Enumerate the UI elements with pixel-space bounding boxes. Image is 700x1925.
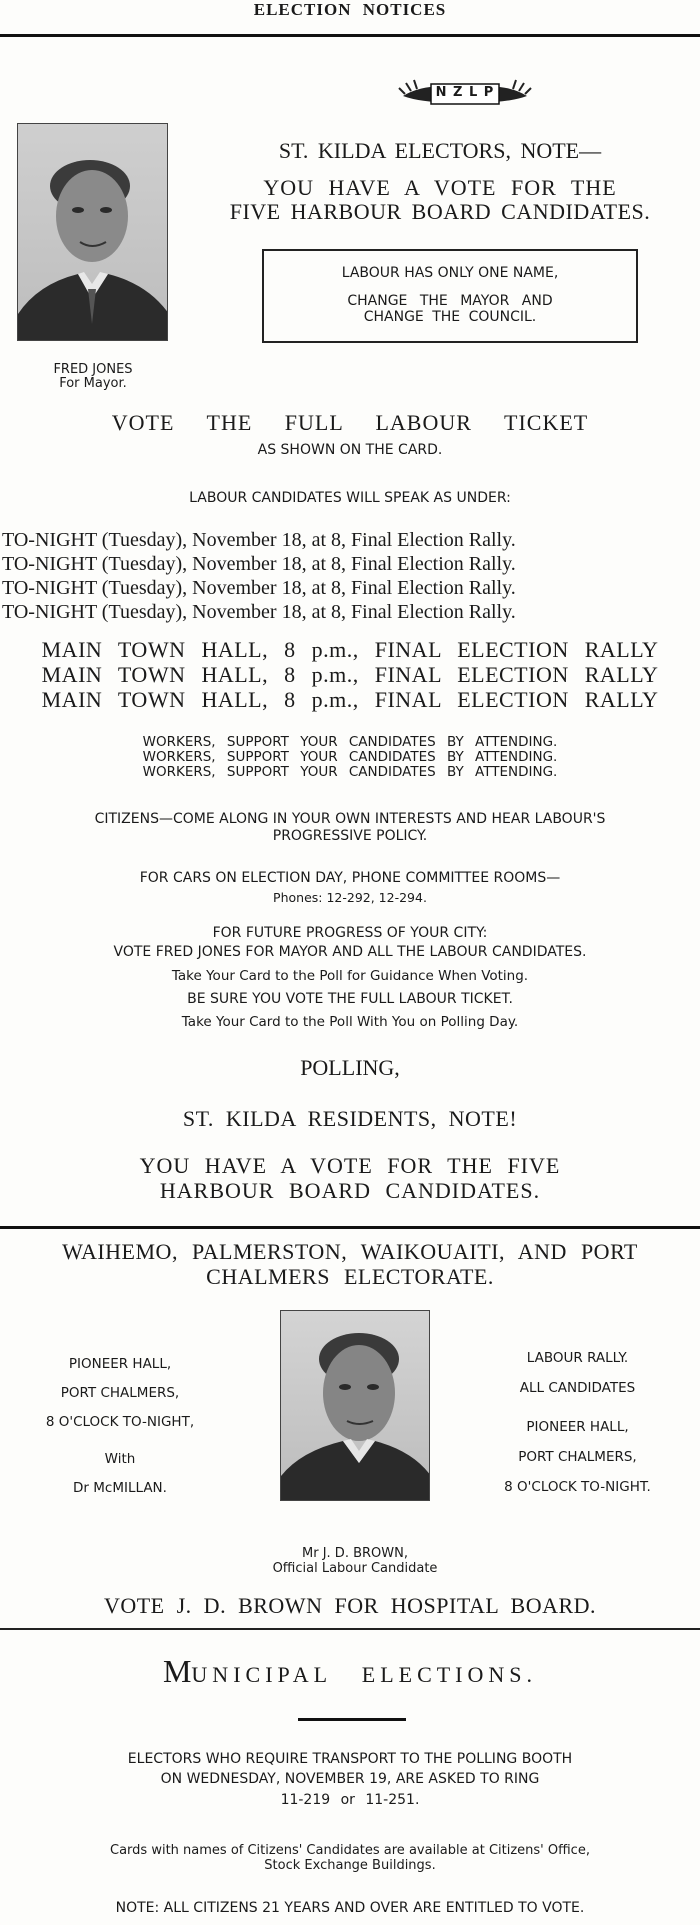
tonight-line: TO-NIGHT (Tuesday), November 18, at 8, Final Election Rally. — [2, 553, 516, 575]
right-rally-info — [465, 1343, 690, 1502]
section-rule — [0, 1226, 700, 1229]
title-rest: UNICIPAL ELECTIONS. — [191, 1662, 538, 1687]
five-candidates-line-2: HARBOUR BOARD CANDIDATES. — [159, 1178, 541, 1203]
workers-line: WORKERS, SUPPORT YOUR CANDIDATES BY ATTENDING. — [142, 764, 558, 780]
phones-line: Phones: 12-292, 12-294. — [273, 890, 427, 905]
citizens-line-1: CITIZENS—COME ALONG IN YOUR OWN INTERESTS AND HEAR LABOUR'S — [94, 811, 606, 827]
municipal-title — [0, 1653, 700, 1690]
as-shown-on-card: AS SHOWN ON THE CARD. — [257, 442, 443, 458]
portrait-icon — [281, 1311, 430, 1501]
jd-brown-portrait — [280, 1310, 430, 1501]
jd-brown-name: Mr J. D. BROWN, — [302, 1546, 408, 1561]
five-candidates-line-1: YOU HAVE A VOTE FOR THE FIVE — [139, 1153, 561, 1178]
nzlp-logo — [395, 74, 535, 112]
right-rally-line: ALL CANDIDATES — [519, 1380, 636, 1396]
town-hall-block — [0, 637, 700, 712]
take-card-guidance: Take Your Card to the Poll for Guidance When Voting. — [171, 968, 529, 984]
title-initial: M — [162, 1653, 192, 1689]
tonight-block — [0, 528, 700, 624]
have-vote-line-2: FIVE HARBOUR BOARD CANDIDATES. — [229, 199, 651, 224]
citizens-entitled-note: NOTE: ALL CITIZENS 21 YEARS AND OVER ARE ENTITLED TO VOTE. — [115, 1900, 585, 1916]
title-underline — [298, 1718, 406, 1721]
town-hall-line: MAIN TOWN HALL, 8 p.m., FINAL ELECTION RALLY — [41, 687, 659, 712]
logo-text: N Z L P — [435, 85, 495, 100]
workers-block — [0, 735, 700, 780]
header-rule — [0, 34, 700, 37]
speak-as-under: LABOUR CANDIDATES WILL SPEAK AS UNDER: — [189, 490, 511, 506]
right-rally-line: LABOUR RALLY. — [526, 1350, 629, 1366]
future-progress: FOR FUTURE PROGRESS OF YOUR CITY: — [212, 925, 488, 941]
st-kilda-residents: ST. KILDA RESIDENTS, NOTE! — [182, 1106, 518, 1131]
fred-jones-name: FRED JONES — [53, 362, 133, 377]
page-title: ELECTION NOTICES — [253, 0, 447, 19]
workers-line: WORKERS, SUPPORT YOUR CANDIDATES BY ATTENDING. — [142, 749, 558, 765]
cars-line: FOR CARS ON ELECTION DAY, PHONE COMMITTEE ROOMS— — [139, 870, 561, 886]
left-rally-line: PORT CHALMERS, — [60, 1385, 180, 1401]
left-rally-line: PIONEER HALL, — [68, 1356, 172, 1372]
right-rally-line: PORT CHALMERS, — [518, 1449, 637, 1465]
left-rally-line: Dr McMILLAN. — [73, 1480, 167, 1496]
town-hall-line: MAIN TOWN HALL, 8 p.m., FINAL ELECTION RALLY — [41, 637, 659, 662]
jd-brown-role: Official Labour Candidate — [272, 1561, 438, 1576]
tonight-line: TO-NIGHT (Tuesday), November 18, at 8, Final Election Rally. — [2, 601, 516, 623]
cards-line-1: Cards with names of Citizens' Candidates are available at Citizens' Office, — [110, 1843, 590, 1858]
electorate-line-2: CHALMERS ELECTORATE. — [206, 1264, 494, 1289]
town-hall-line: MAIN TOWN HALL, 8 p.m., FINAL ELECTION RALLY — [41, 662, 659, 687]
left-rally-info — [15, 1350, 225, 1503]
have-vote-line-1: YOU HAVE A VOTE FOR THE — [263, 175, 617, 200]
workers-line: WORKERS, SUPPORT YOUR CANDIDATES BY ATTENDING. — [142, 734, 558, 750]
citizens-line-2: PROGRESSIVE POLICY. — [272, 828, 428, 844]
take-card-polling-day: Take Your Card to the Poll With You on Polling Day. — [181, 1014, 519, 1030]
tonight-line: TO-NIGHT (Tuesday), November 18, at 8, Final Election Rally. — [2, 577, 516, 599]
right-rally-line: 8 O'CLOCK TO-NIGHT. — [504, 1479, 651, 1495]
transport-line-2: ON WEDNESDAY, NOVEMBER 19, ARE ASKED TO RING — [160, 1771, 540, 1787]
vote-fred-jones: VOTE FRED JONES FOR MAYOR AND ALL THE LABOUR CANDIDATES. — [113, 944, 587, 960]
left-rally-line: 8 O'CLOCK TO-NIGHT, — [45, 1414, 195, 1430]
section-rule — [0, 1628, 700, 1630]
polling-heading: POLLING, — [300, 1055, 400, 1080]
st-kilda-headline: ST. KILDA ELECTORS, NOTE— — [278, 138, 602, 163]
cards-line-2: Stock Exchange Buildings. — [264, 1858, 436, 1873]
vote-jd-brown: VOTE J. D. BROWN FOR HOSPITAL BOARD. — [103, 1593, 597, 1618]
fred-jones-portrait — [17, 123, 168, 341]
tonight-line: TO-NIGHT (Tuesday), November 18, at 8, Final Election Rally. — [2, 529, 516, 551]
box-line-3: CHANGE THE COUNCIL. — [363, 309, 537, 325]
portrait-icon — [18, 124, 168, 341]
transport-phones: 11-219 or 11-251. — [280, 1792, 420, 1808]
electorate-line-1: WAIHEMO, PALMERSTON, WAIKOUAITI, AND PORT — [62, 1239, 638, 1264]
fred-jones-role: For Mayor. — [59, 376, 127, 391]
right-rally-line: PIONEER HALL, — [526, 1419, 629, 1435]
vote-full-ticket: VOTE THE FULL LABOUR TICKET — [111, 410, 589, 435]
left-rally-line: With — [104, 1451, 136, 1467]
be-sure-vote: BE SURE YOU VOTE THE FULL LABOUR TICKET. — [187, 991, 513, 1007]
box-line-2: CHANGE THE MAYOR AND — [347, 293, 553, 309]
transport-line-1: ELECTORS WHO REQUIRE TRANSPORT TO THE POLLING BOOTH — [127, 1751, 573, 1767]
box-line-1: LABOUR HAS ONLY ONE NAME, — [341, 265, 559, 281]
